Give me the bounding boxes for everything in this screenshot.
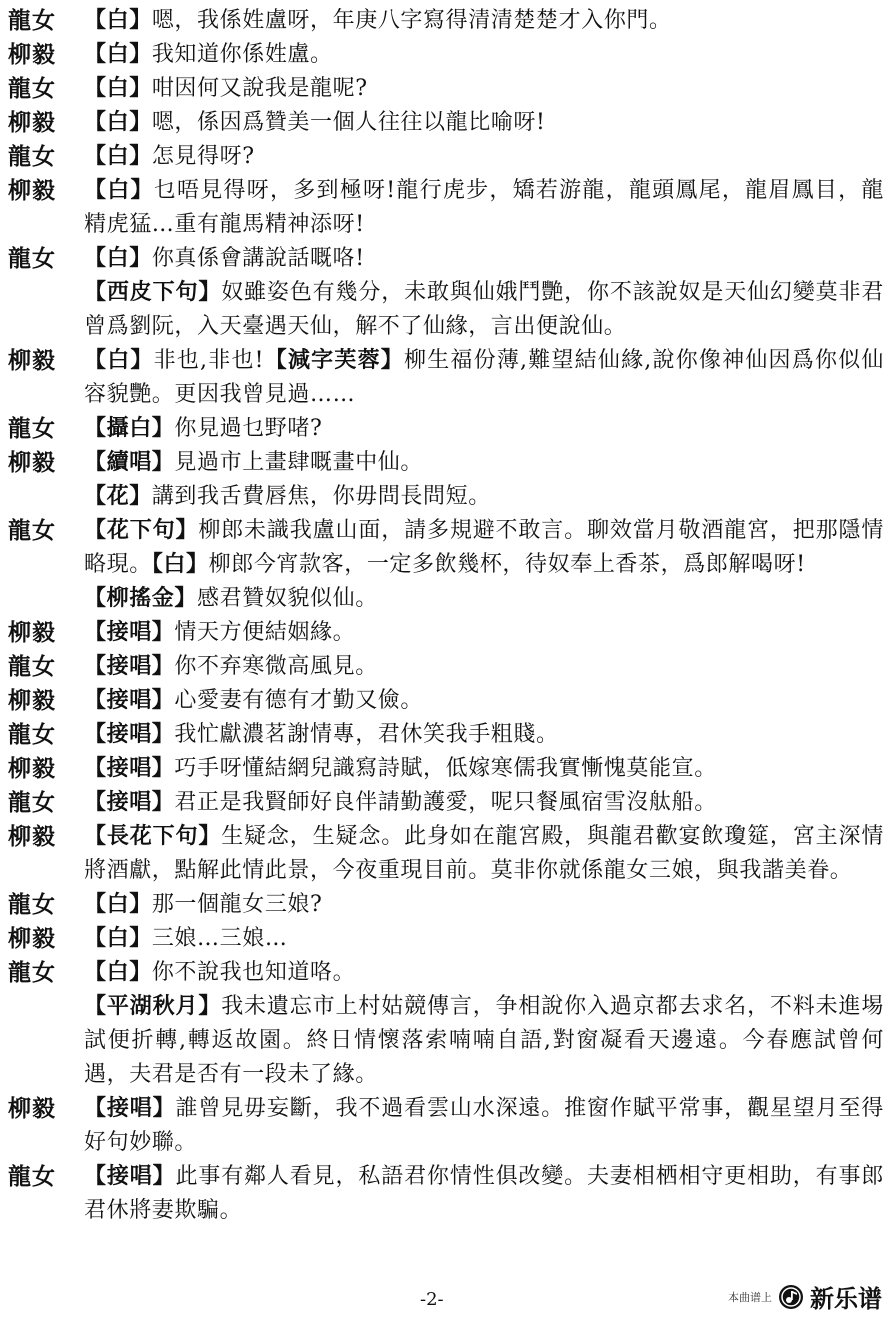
speaker-name: 龍女 xyxy=(8,76,56,102)
page-number: -2- xyxy=(420,1289,444,1310)
script-line xyxy=(8,990,884,1092)
script-line xyxy=(8,684,884,718)
dialogue-text: 生疑念，生疑念。此身如在龍宮殿，與龍君歡宴飲瓊筵，宮主深情將酒獻，點解此情此景，今夜重現目前。莫非你就係龍女三娘，與我諧美眷。 xyxy=(84,824,884,883)
dialogue-text: 怎見得呀? xyxy=(151,144,255,169)
tune-tag: 【平湖秋月】 xyxy=(84,994,222,1019)
tune-tag: 【白】 xyxy=(151,552,209,577)
script-line xyxy=(8,922,884,956)
speaker-name: 柳毅 xyxy=(8,348,56,374)
script-body xyxy=(8,4,884,1228)
line-content xyxy=(84,412,884,446)
line-content xyxy=(84,1092,884,1160)
dialogue-text: 誰曾見毋妄斷，我不過看雲山水深遠。推窗作賦平常事，觀星望月至得好句妙聯。 xyxy=(84,1096,884,1155)
dialogue-text: 我未遺忘市上村姑競傳言，争相說你入過京都去求名，不料未進埸試便折轉,轉返故園。終日情懷落索喃喃自語,對窗凝看天邊遠。今春應試曾何遇，夫君是否有一段未了緣。 xyxy=(84,994,884,1087)
script-line xyxy=(8,140,884,174)
speaker-name: 柳毅 xyxy=(8,620,56,646)
tune-tag: 【接唱】 xyxy=(84,722,175,747)
speaker-name: 柳毅 xyxy=(8,1096,56,1122)
tune-tag: 【白】 xyxy=(84,960,152,985)
tune-tag: 【花】 xyxy=(84,484,152,509)
line-content xyxy=(84,344,884,412)
line-content xyxy=(84,276,884,344)
line-content xyxy=(84,242,884,276)
line-content xyxy=(84,174,884,242)
dialogue-text: 嗯，我係姓盧呀，年庚八字寫得清清楚楚才入你門。 xyxy=(151,8,672,33)
speaker-name: 柳毅 xyxy=(8,926,56,952)
script-line xyxy=(8,344,884,412)
dialogue-text: 你不弃寒微高風見。 xyxy=(174,654,378,679)
line-content xyxy=(84,4,884,38)
speaker-name: 龍女 xyxy=(8,8,56,34)
tune-tag: 【花下句】 xyxy=(84,518,199,543)
script-line xyxy=(8,4,884,38)
dialogue-text: 感君贊奴貌似仙。 xyxy=(197,586,378,611)
speaker-name: 龍女 xyxy=(8,1164,56,1190)
speaker-name: 柳毅 xyxy=(8,450,56,476)
line-content xyxy=(84,718,884,752)
watermark-caption: 本曲谱上 xyxy=(728,1290,772,1304)
script-line xyxy=(8,174,884,242)
dialogue-text: 那一個龍女三娘? xyxy=(151,892,323,917)
tune-tag: 【白】 xyxy=(84,144,152,169)
line-content xyxy=(84,480,884,514)
script-line xyxy=(8,480,884,514)
speaker-name: 龍女 xyxy=(8,790,56,816)
line-content xyxy=(84,140,884,174)
tune-tag: 【減字芙蓉】 xyxy=(264,348,404,373)
line-content xyxy=(84,752,884,786)
tune-tag: 【接唱】 xyxy=(84,654,175,679)
speaker-name: 龍女 xyxy=(8,960,56,986)
dialogue-text: 情天方便結姻緣。 xyxy=(174,620,356,645)
speaker-name: 龍女 xyxy=(8,246,56,272)
tune-tag: 【接唱】 xyxy=(84,756,175,781)
line-content xyxy=(84,1160,884,1228)
tune-tag: 【白】 xyxy=(84,76,152,101)
script-line xyxy=(8,786,884,820)
tune-tag: 【接唱】 xyxy=(84,620,175,645)
script-line xyxy=(8,582,884,616)
script-line xyxy=(8,412,884,446)
line-content xyxy=(84,684,884,718)
script-line xyxy=(8,650,884,684)
dialogue-text: 巧手呀懂結網兒識寫詩賦，低嫁寒儒我實慚愧莫能宣。 xyxy=(174,756,717,781)
tune-tag: 【接唱】 xyxy=(84,790,175,815)
line-content xyxy=(84,514,884,582)
speaker-name: 柳毅 xyxy=(8,756,56,782)
line-content xyxy=(84,446,884,480)
line-content xyxy=(84,616,884,650)
dialogue-text: 嗯，係因爲贊美一個人往往以龍比喻呀! xyxy=(151,110,546,135)
dialogue-text: 我忙獻濃茗謝情專，君休笑我手粗賤。 xyxy=(174,722,559,747)
tune-tag: 【白】 xyxy=(84,926,152,951)
dialogue-text: 非也,非也! xyxy=(153,348,265,373)
tune-tag: 【長花下句】 xyxy=(84,824,222,849)
tune-tag: 【白】 xyxy=(84,42,152,67)
dialogue-text: 你真係會講說話嘅咯! xyxy=(151,246,365,271)
dialogue-text: 君正是我賢師好良伴請勤護愛，呢只餐風宿雪沒舦船。 xyxy=(174,790,717,815)
line-content xyxy=(84,38,884,72)
dialogue-text: 此事有鄰人看見，私語君你情性俱改變。夫妻相栖相守更相助，有事郎君休將妻欺騙。 xyxy=(84,1164,884,1223)
dialogue-text: 柳郎今宵款客，一定多飲幾杯，待奴奉上香茶，爲郎解喝呀! xyxy=(208,552,806,577)
tune-tag: 【白】 xyxy=(84,892,152,917)
tune-tag: 【攝白】 xyxy=(84,416,175,441)
dialogue-text: 咁因何又說我是龍呢? xyxy=(151,76,368,101)
dialogue-text: 乜唔見得呀，多到極呀!龍行虎步，矯若游龍，龍頭鳳尾，龍眉鳳目，龍精虎猛…重有龍馬精神添呀! xyxy=(84,178,884,237)
script-line xyxy=(8,616,884,650)
watermark xyxy=(728,1279,882,1314)
script-line xyxy=(8,1092,884,1160)
tune-tag: 【白】 xyxy=(84,8,152,33)
tune-tag: 【白】 xyxy=(84,110,152,135)
script-line xyxy=(8,242,884,276)
speaker-name: 龍女 xyxy=(8,722,56,748)
line-content xyxy=(84,582,884,616)
dialogue-text: 見過市上畫肆嘅畫中仙。 xyxy=(174,450,424,475)
tune-tag: 【西皮下句】 xyxy=(84,280,222,305)
line-content xyxy=(84,820,884,888)
line-content xyxy=(84,106,884,140)
tune-tag: 【柳搖金】 xyxy=(84,586,198,611)
tune-tag: 【白】 xyxy=(84,178,154,203)
line-content xyxy=(84,956,884,990)
line-content xyxy=(84,650,884,684)
tune-tag: 【接唱】 xyxy=(84,1096,176,1121)
script-line xyxy=(8,72,884,106)
dialogue-text: 講到我舌費唇焦，你毋問長問短。 xyxy=(151,484,491,509)
script-line xyxy=(8,752,884,786)
dialogue-text: 柳生福份薄,難望結仙緣,說你像神仙因爲你似仙容貌艷。更因我曾見過…… xyxy=(84,348,884,407)
line-content xyxy=(84,786,884,820)
speaker-name: 柳毅 xyxy=(8,824,56,850)
line-content xyxy=(84,922,884,956)
speaker-name: 柳毅 xyxy=(8,688,56,714)
speaker-name: 龍女 xyxy=(8,144,56,170)
speaker-name: 龍女 xyxy=(8,892,56,918)
speaker-name: 龍女 xyxy=(8,416,56,442)
script-line xyxy=(8,888,884,922)
page-footer xyxy=(0,1282,888,1314)
dialogue-text: 我知道你係姓盧。 xyxy=(151,42,333,67)
script-line xyxy=(8,276,884,344)
line-content xyxy=(84,888,884,922)
tune-tag: 【續唱】 xyxy=(84,450,175,475)
music-note-disc-icon xyxy=(778,1284,804,1310)
line-content xyxy=(84,72,884,106)
script-line xyxy=(8,1160,884,1228)
tune-tag: 【白】 xyxy=(84,348,154,373)
tune-tag: 【接唱】 xyxy=(84,688,175,713)
dialogue-text: 心愛妻有德有才勤又儉。 xyxy=(174,688,424,713)
dialogue-text: 柳郎未識我盧山面，請多規避不敢言。聊效當月敬酒龍宮，把那隱情略現。 xyxy=(84,518,884,577)
dialogue-text: 你見過乜野啫? xyxy=(174,416,323,441)
script-line xyxy=(8,514,884,582)
script-line xyxy=(8,106,884,140)
tune-tag: 【接唱】 xyxy=(84,1164,176,1189)
dialogue-text: 三娘…三娘… xyxy=(151,926,288,951)
speaker-name: 柳毅 xyxy=(8,42,56,68)
speaker-name: 龍女 xyxy=(8,654,56,680)
dialogue-text: 你不說我也知道咯。 xyxy=(151,960,356,985)
script-line xyxy=(8,446,884,480)
speaker-name: 柳毅 xyxy=(8,110,56,136)
dialogue-text: 奴雖姿色有幾分，未敢與仙娥鬥艷，你不該說奴是天仙幻變莫非君曾爲劉阮，入天臺遇天仙，解不了仙緣，言出便說仙。 xyxy=(84,280,884,339)
script-line xyxy=(8,820,884,888)
line-content xyxy=(84,990,884,1092)
speaker-name: 龍女 xyxy=(8,518,56,544)
script-line xyxy=(8,38,884,72)
script-line xyxy=(8,718,884,752)
tune-tag: 【白】 xyxy=(84,246,152,271)
speaker-name: 柳毅 xyxy=(8,178,56,204)
script-line xyxy=(8,956,884,990)
watermark-brand: 新乐谱 xyxy=(810,1285,882,1313)
